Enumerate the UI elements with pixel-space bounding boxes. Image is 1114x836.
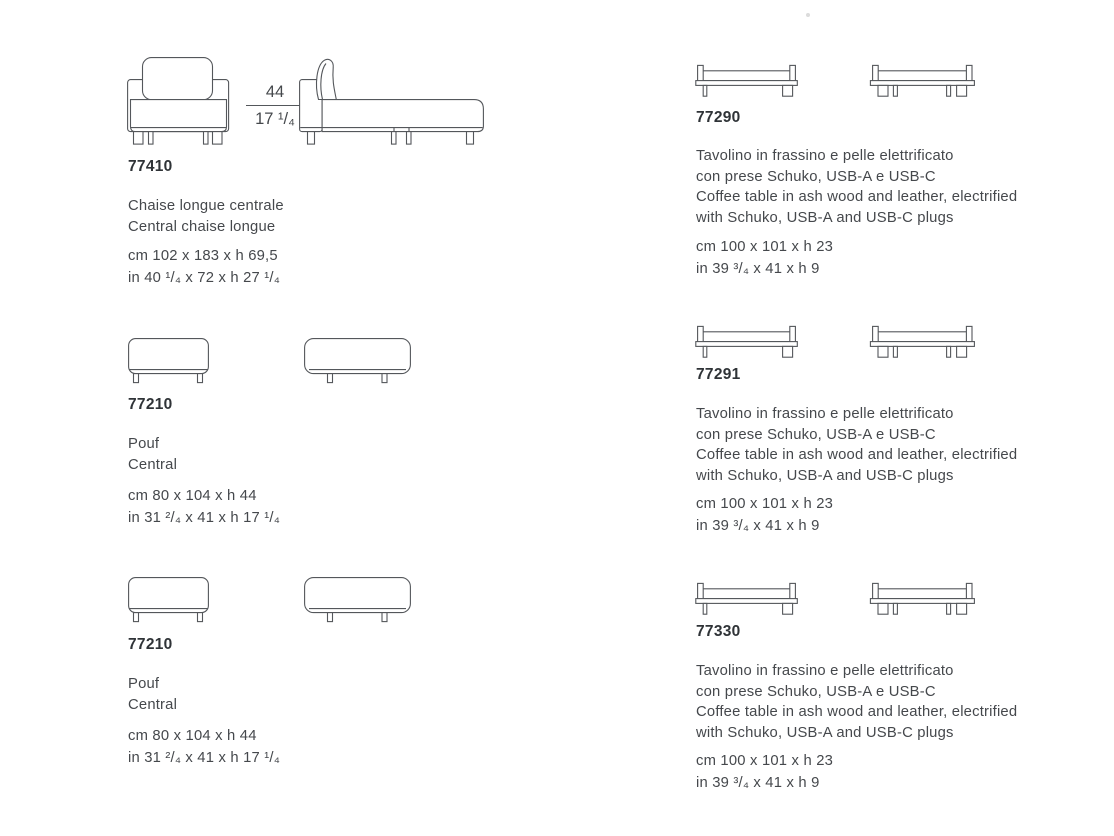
product-dimensions [696, 237, 833, 280]
seat-height-annotation [246, 82, 304, 129]
seat-height-in: 17 ¹/₄ [255, 110, 295, 128]
product-dimensions [128, 726, 280, 769]
coffee-table-side-view-a-drawing [695, 64, 798, 97]
product-code: 77410 [128, 158, 173, 175]
dimensions-cm: cm 102 x 183 x h 69,5 [128, 248, 278, 264]
description-line-it-2: con prese Schuko, USB-A e USB-C [696, 683, 936, 700]
coffee-table-side-view-a-drawing [695, 582, 798, 615]
description-line-en-2: with Schuko, USB-A and USB-C plugs [696, 467, 954, 484]
product-description [128, 196, 284, 237]
dimensions-cm: cm 100 x 101 x h 23 [696, 753, 834, 769]
product-dimensions [696, 494, 833, 537]
description-line-it-1: Tavolino in frassino e pelle elettrificato [696, 406, 954, 422]
chaise-side-view-drawing [298, 57, 485, 146]
product-dimensions [696, 751, 833, 794]
description-line-it: Pouf [128, 436, 160, 452]
description-line-en-1: Coffee table in ash wood and leather, electrified [696, 704, 1018, 720]
product-description [696, 661, 1017, 743]
chaise-front-view-drawing [127, 57, 230, 146]
coffee-table-side-view-a-drawing [695, 325, 798, 358]
description-line-en-2: with Schuko, USB-A and USB-C plugs [696, 724, 954, 741]
description-line-it-2: con prese Schuko, USB-A e USB-C [696, 426, 936, 443]
coffee-table-side-view-b-drawing [869, 325, 976, 358]
pouf-front-view-drawing [128, 577, 209, 623]
description-line-en-1: Coffee table in ash wood and leather, electrified [696, 447, 1018, 463]
dimensions-in: in 39 ³/₄ x 41 x h 9 [696, 517, 820, 534]
pouf-front-view-drawing [128, 338, 209, 384]
product-description [696, 146, 1017, 228]
dimensions-in: in 39 ³/₄ x 41 x h 9 [696, 774, 820, 791]
description-line-en-1: Coffee table in ash wood and leather, electrified [696, 189, 1018, 205]
product-code: 77210 [128, 396, 173, 413]
description-line-it-1: Tavolino in frassino e pelle elettrificato [696, 663, 954, 679]
product-description [696, 404, 1017, 486]
description-line-en: Central chaise longue [128, 218, 276, 235]
description-line-en-2: with Schuko, USB-A and USB-C plugs [696, 209, 954, 226]
coffee-table-side-view-b-drawing [869, 64, 976, 97]
product-dimensions [128, 246, 280, 289]
seat-height-cm: 44 [246, 82, 304, 106]
dimensions-in: in 31 ²/₄ x 41 x h 17 ¹/₄ [128, 749, 280, 766]
product-code: 77290 [696, 109, 741, 126]
coffee-table-side-view-b-drawing [869, 582, 976, 615]
dimensions-cm: cm 100 x 101 x h 23 [696, 496, 834, 512]
dimensions-cm: cm 100 x 101 x h 23 [696, 239, 834, 255]
pouf-side-view-drawing [304, 577, 411, 623]
description-line-en: Central [128, 456, 178, 473]
dimensions-in: in 39 ³/₄ x 41 x h 9 [696, 260, 820, 277]
product-dimensions [128, 486, 280, 529]
product-description [128, 674, 177, 715]
description-line-it-1: Tavolino in frassino e pelle elettrificato [696, 148, 954, 164]
product-code: 77330 [696, 623, 741, 640]
description-line-it-2: con prese Schuko, USB-A e USB-C [696, 168, 936, 185]
dimensions-in: in 40 ¹/₄ x 72 x h 27 ¹/₄ [128, 269, 280, 286]
stray-print-mark [806, 13, 810, 17]
description-line-it: Chaise longue centrale [128, 198, 284, 214]
dimensions-cm: cm 80 x 104 x h 44 [128, 488, 257, 504]
dimensions-cm: cm 80 x 104 x h 44 [128, 728, 257, 744]
pouf-side-view-drawing [304, 338, 411, 384]
product-code: 77291 [696, 366, 741, 383]
description-line-en: Central [128, 696, 178, 713]
product-code: 77210 [128, 636, 173, 653]
dimensions-in: in 31 ²/₄ x 41 x h 17 ¹/₄ [128, 509, 280, 526]
product-description [128, 434, 177, 475]
description-line-it: Pouf [128, 676, 160, 692]
